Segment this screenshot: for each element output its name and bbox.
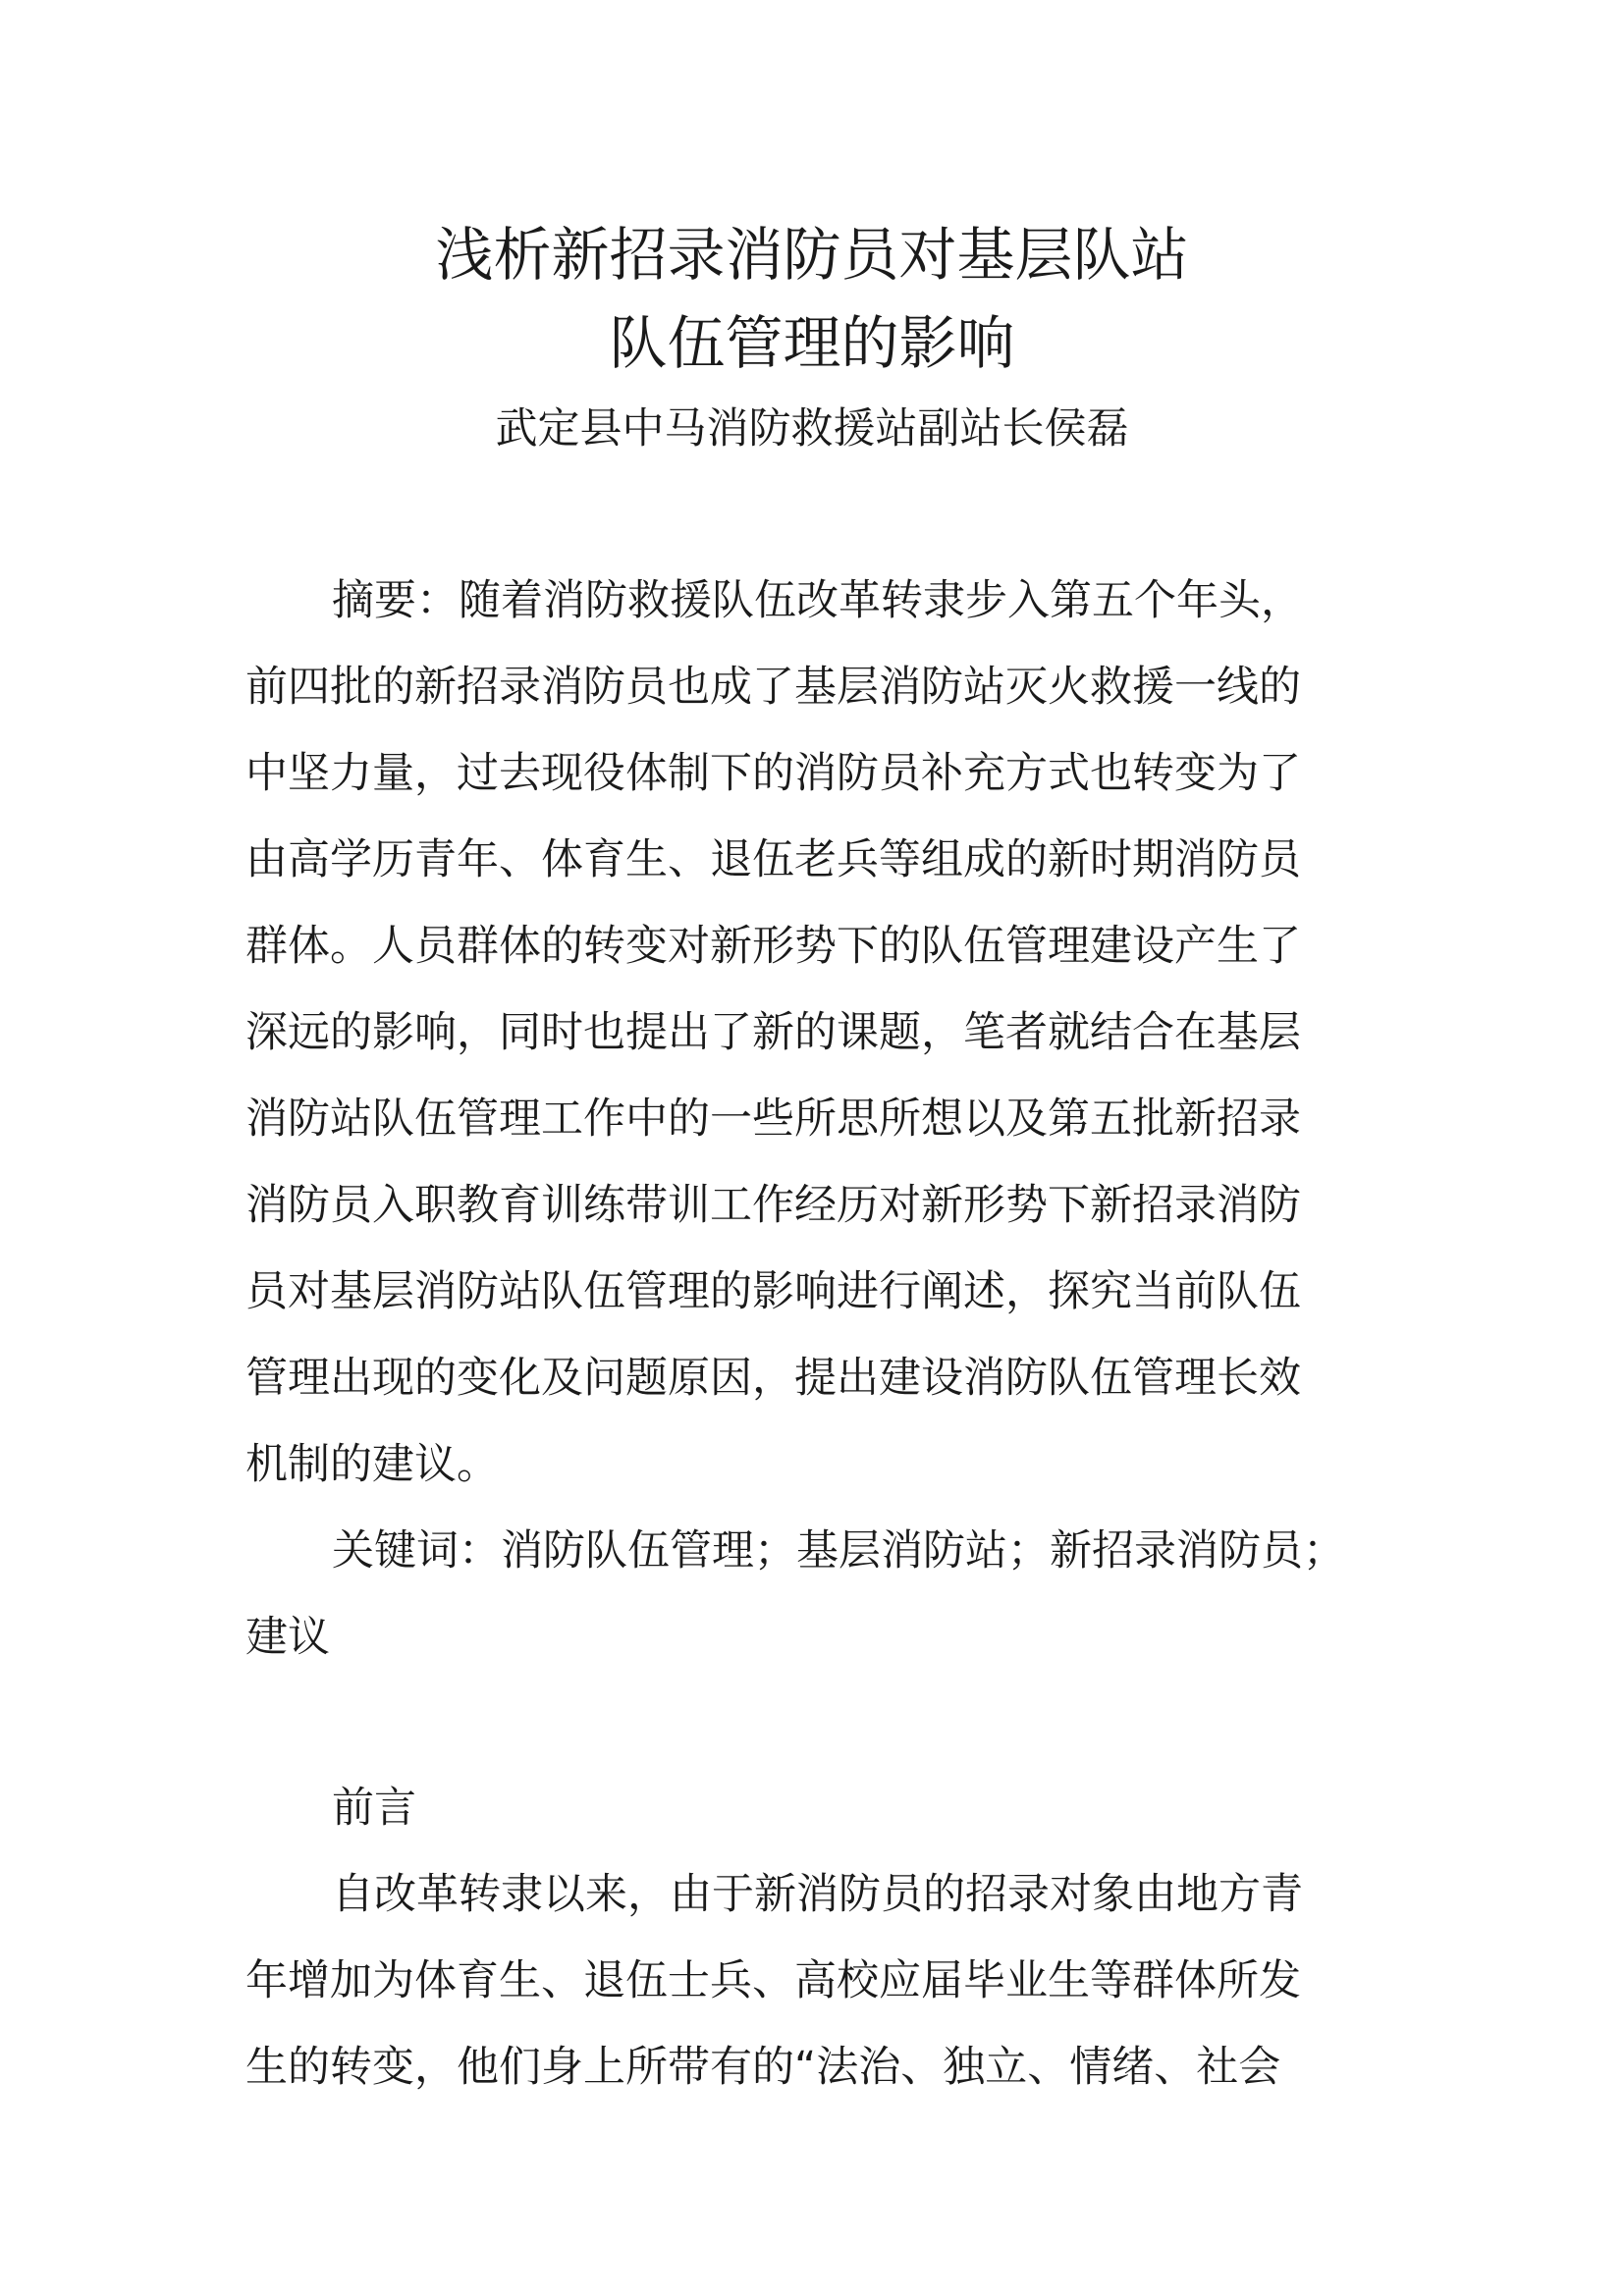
abstract-line: 由高学历青年、体育生、退伍老兵等组成的新时期消防员 (245, 835, 1301, 884)
author-line: 武定县中马消防救援站副站长侯磊 (495, 404, 1129, 454)
section-heading: 前言 (332, 1784, 416, 1833)
intro-line: 年增加为体育生、退伍士兵、高校应届毕业生等群体所发 (245, 1956, 1301, 2005)
intro-line: 生的转变，他们身上所带有的“法治、独立、情绪、社会 (245, 2043, 1281, 2092)
abstract-line: 消防站队伍管理工作中的一些所思所想以及第五批新招录 (245, 1095, 1301, 1144)
abstract-line: 深远的影响，同时也提出了新的课题，笔者就结合在基层 (245, 1008, 1301, 1057)
intro-line: 自改革转隶以来，由于新消防员的招录对象由地方青 (332, 1870, 1303, 1919)
keywords-line: 建议 (245, 1613, 330, 1662)
abstract-line: 消防员入职教育训练带训工作经历对新形势下新招录消防 (245, 1181, 1301, 1230)
abstract-line: 中坚力量，过去现役体制下的消防员补充方式也转变为了 (245, 749, 1301, 798)
abstract-line: 群体。人员群体的转变对新形势下的队伍管理建设产生了 (245, 922, 1301, 971)
abstract-line: 前四批的新招录消防员也成了基层消防站灭火救援一线的 (245, 663, 1301, 712)
title-line-2: 队伍管理的影响 (609, 309, 1015, 377)
keywords-line: 关键词：消防队伍管理；基层消防站；新招录消防员； (332, 1526, 1345, 1575)
abstract-line: 员对基层消防站队伍管理的影响进行阐述，探究当前队伍 (245, 1267, 1301, 1316)
abstract-line: 机制的建议。 (245, 1440, 499, 1489)
abstract-line: 管理出现的变化及问题原因，提出建设消防队伍管理长效 (245, 1354, 1301, 1403)
abstract-line: 摘要：随着消防救援队伍改革转隶步入第五个年头， (332, 576, 1303, 625)
title-line-1: 浅析新招录消防员对基层队站 (435, 221, 1189, 289)
